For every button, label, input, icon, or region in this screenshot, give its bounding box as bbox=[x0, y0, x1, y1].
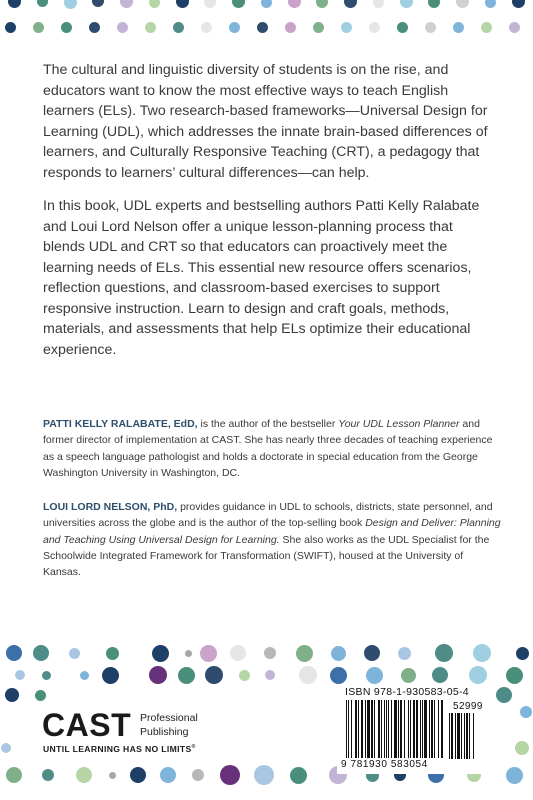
decorative-dot bbox=[176, 0, 189, 8]
barcode-bar bbox=[422, 700, 423, 758]
decorative-dot bbox=[76, 767, 92, 783]
decorative-dot bbox=[285, 22, 296, 33]
barcode-bar bbox=[455, 713, 456, 759]
book-title: Design and Deliver: Planning and Teaching Using Universal Design for Learning. bbox=[43, 517, 501, 546]
barcode-bar bbox=[464, 713, 465, 759]
bio-text: and former director of implementation at CAST. She has nearly three decades of teaching experience as a speech language pathologist and holds a doctorate in special education from the George Washington University in Washington, DC. bbox=[43, 418, 493, 479]
barcode-bar bbox=[408, 700, 409, 758]
decorative-dot bbox=[239, 670, 250, 681]
decorative-dot bbox=[205, 666, 223, 684]
author-bio-ralabate bbox=[43, 416, 503, 481]
decorative-dot bbox=[178, 667, 195, 684]
decorative-dot bbox=[288, 0, 301, 8]
decorative-dot bbox=[265, 670, 275, 680]
decorative-dot bbox=[428, 0, 440, 8]
decorative-dot bbox=[316, 0, 328, 8]
decorative-dot bbox=[37, 0, 48, 7]
barcode-bar bbox=[429, 700, 430, 758]
barcode-bar bbox=[391, 700, 392, 758]
bio-text: is the author of the bestseller bbox=[197, 418, 339, 430]
barcode-bar bbox=[386, 700, 387, 758]
barcode-bar bbox=[434, 700, 435, 758]
decorative-dot bbox=[69, 648, 80, 659]
barcode-bar bbox=[361, 700, 363, 758]
barcode-bar bbox=[413, 700, 415, 758]
bio-text: provides guidance in UDL to schools, districts, state personnel, and universities across the globe and is the author of the top-selling book bbox=[43, 501, 493, 530]
tagline-text: UNTIL LEARNING HAS NO LIMITS bbox=[43, 744, 192, 754]
barcode-bar bbox=[367, 700, 370, 758]
barcode-bar bbox=[466, 713, 468, 759]
decorative-dot bbox=[64, 0, 77, 9]
barcode-bar bbox=[346, 700, 347, 758]
barcode-bar bbox=[365, 700, 366, 758]
decorative-dot bbox=[254, 765, 274, 785]
barcode-bar bbox=[374, 700, 375, 758]
decorative-dot bbox=[232, 0, 245, 8]
decorative-dot bbox=[473, 644, 491, 662]
decorative-dot bbox=[145, 22, 156, 33]
publisher-tagline bbox=[43, 744, 196, 754]
barcode-bar bbox=[378, 700, 380, 758]
decorative-dot bbox=[341, 22, 352, 33]
decorative-dot bbox=[330, 667, 347, 684]
barcode-bar bbox=[461, 713, 462, 759]
barcode-bar bbox=[431, 700, 433, 758]
decorative-dot bbox=[369, 22, 380, 33]
decorative-dot bbox=[220, 765, 240, 785]
decorative-dot bbox=[149, 0, 160, 8]
decorative-dot bbox=[512, 0, 525, 8]
decorative-dot bbox=[201, 22, 212, 33]
barcode-bar bbox=[457, 713, 460, 759]
decorative-dot bbox=[373, 0, 384, 8]
decorative-dot bbox=[200, 645, 217, 662]
barcode-bar bbox=[394, 700, 397, 758]
decorative-dot bbox=[106, 647, 119, 660]
decorative-dot bbox=[80, 671, 89, 680]
barcode-bar bbox=[404, 700, 405, 758]
decorative-dot bbox=[520, 706, 532, 718]
book-title: Your UDL Lesson Planner bbox=[338, 418, 460, 430]
price-code: 52999 bbox=[453, 701, 483, 712]
decorative-dot bbox=[230, 645, 246, 661]
barcode-bar bbox=[398, 700, 399, 758]
barcode-digits: 9 781930 583054 bbox=[341, 759, 428, 770]
decorative-dot bbox=[61, 22, 72, 33]
decorative-dot bbox=[15, 670, 25, 680]
barcode-bar bbox=[384, 700, 385, 758]
publisher-subtitle-professional: Professional bbox=[140, 712, 198, 724]
decorative-dot bbox=[299, 666, 317, 684]
barcode-bar bbox=[473, 713, 474, 759]
decorative-dot bbox=[456, 0, 469, 8]
decorative-dot bbox=[5, 688, 19, 702]
trademark-mark: ® bbox=[191, 744, 196, 751]
barcode-bar bbox=[469, 713, 470, 759]
decorative-dot bbox=[89, 22, 100, 33]
decorative-dot bbox=[6, 645, 22, 661]
decorative-dot bbox=[296, 645, 313, 662]
barcode-bar bbox=[424, 700, 427, 758]
decorative-dot bbox=[397, 22, 408, 33]
author-name-nelson: LOUI LORD NELSON, PhD, bbox=[43, 501, 178, 513]
barcode-bar bbox=[449, 713, 450, 759]
decorative-dot bbox=[313, 22, 324, 33]
barcode-bar bbox=[441, 700, 443, 758]
barcode-bar bbox=[348, 700, 349, 758]
decorative-dot bbox=[290, 767, 307, 784]
barcode-bar bbox=[381, 700, 382, 758]
barcode-bar bbox=[358, 700, 359, 758]
decorative-dot bbox=[229, 22, 240, 33]
isbn-barcode bbox=[346, 700, 444, 760]
barcode-bar bbox=[410, 700, 411, 758]
decorative-dot bbox=[185, 650, 192, 657]
decorative-dot bbox=[516, 647, 529, 660]
decorative-dot bbox=[506, 667, 523, 684]
decorative-dot bbox=[42, 671, 51, 680]
decorative-dot bbox=[398, 647, 411, 660]
decorative-dot bbox=[204, 0, 216, 8]
isbn-barcode-panel bbox=[337, 684, 483, 774]
decorative-dot bbox=[261, 0, 272, 8]
decorative-dot bbox=[120, 0, 133, 8]
decorative-dot bbox=[331, 646, 346, 661]
decorative-dot bbox=[173, 22, 184, 33]
author-name-ralabate: PATTI KELLY RALABATE, EdD, bbox=[43, 418, 198, 430]
decorative-dot bbox=[160, 767, 176, 783]
decorative-dot bbox=[401, 668, 416, 683]
decorative-dot bbox=[8, 0, 21, 8]
barcode-bar bbox=[371, 700, 373, 758]
decorative-dot bbox=[481, 22, 492, 33]
decorative-dot bbox=[485, 0, 496, 8]
decorative-dot bbox=[192, 769, 204, 781]
decorative-dot bbox=[425, 22, 436, 33]
decorative-dot bbox=[264, 647, 276, 659]
decorative-dot bbox=[42, 769, 54, 781]
decorative-dot bbox=[366, 667, 383, 684]
decorative-dot bbox=[496, 687, 512, 703]
price-barcode bbox=[449, 713, 479, 761]
publisher-subtitle-publishing: Publishing bbox=[140, 726, 189, 738]
description-paragraph-1: The cultural and linguistic diversity of students is on the rise, and educators want to know the most effective ways to teach English learners (ELs). Two research-based frameworks—Universal Design for Learning (UDL), which addresses the innate brain-based differences of learners, and Culturally Responsive Teaching (CRT), a pedagogy that responds to learners’ cultural differences—can help. bbox=[43, 62, 488, 181]
decorative-dot bbox=[33, 645, 49, 661]
decorative-dot bbox=[130, 767, 146, 783]
decorative-dot bbox=[506, 767, 523, 784]
decorative-dot bbox=[6, 767, 22, 783]
decorative-dot bbox=[515, 741, 529, 755]
decorative-dot bbox=[509, 22, 520, 33]
decorative-dot bbox=[35, 690, 46, 701]
barcode-bar bbox=[416, 700, 418, 758]
barcode-bar bbox=[438, 700, 439, 758]
decorative-dot bbox=[400, 0, 413, 8]
decorative-dot bbox=[344, 0, 357, 8]
barcode-bar bbox=[351, 700, 352, 758]
decorative-dot bbox=[1, 743, 11, 753]
barcode-bar bbox=[400, 700, 402, 758]
decorative-dot bbox=[257, 22, 268, 33]
bio-text: She also works as the UDL Specialist for the Schoolwide Integrated Framework for Transformation (SWIFT), housed at the University of Kansas. bbox=[43, 533, 490, 579]
decorative-dot bbox=[92, 0, 104, 7]
cast-wordmark: CAST bbox=[42, 707, 132, 743]
decorative-dot bbox=[117, 22, 128, 33]
cast-publisher-logo bbox=[42, 708, 242, 758]
decorative-dot bbox=[453, 22, 464, 33]
top-dot-pattern bbox=[0, 0, 533, 34]
author-bio-nelson bbox=[43, 499, 503, 580]
barcode-bar bbox=[355, 700, 357, 758]
decorative-dot bbox=[5, 22, 16, 33]
decorative-dot bbox=[33, 22, 44, 33]
barcode-bar bbox=[451, 713, 453, 759]
decorative-dot bbox=[102, 667, 119, 684]
decorative-dot bbox=[149, 666, 167, 684]
description-paragraph-2: In this book, UDL experts and bestselling authors Patti Kelly Ralabate and Loui Lord Nelson offer a unique lesson-planning process that blends UDL and CRT so that educators can proactively meet the learning needs of ELs. This essential new resource offers scenarios, reflection questions, and classroom-based exercises to support responsive instruction. Learn to design and craft goals, methods, materials, and assessments that help ELs optimize their educational experience. bbox=[43, 198, 480, 358]
decorative-dot bbox=[109, 772, 116, 779]
decorative-dot bbox=[364, 645, 380, 661]
decorative-dot bbox=[469, 666, 487, 684]
barcode-bar bbox=[420, 700, 421, 758]
barcode-bar bbox=[388, 700, 389, 758]
decorative-dot bbox=[152, 645, 169, 662]
decorative-dot bbox=[432, 667, 448, 683]
isbn-number: ISBN 978-1-930583-05-4 bbox=[345, 686, 469, 698]
decorative-dot bbox=[435, 644, 453, 662]
